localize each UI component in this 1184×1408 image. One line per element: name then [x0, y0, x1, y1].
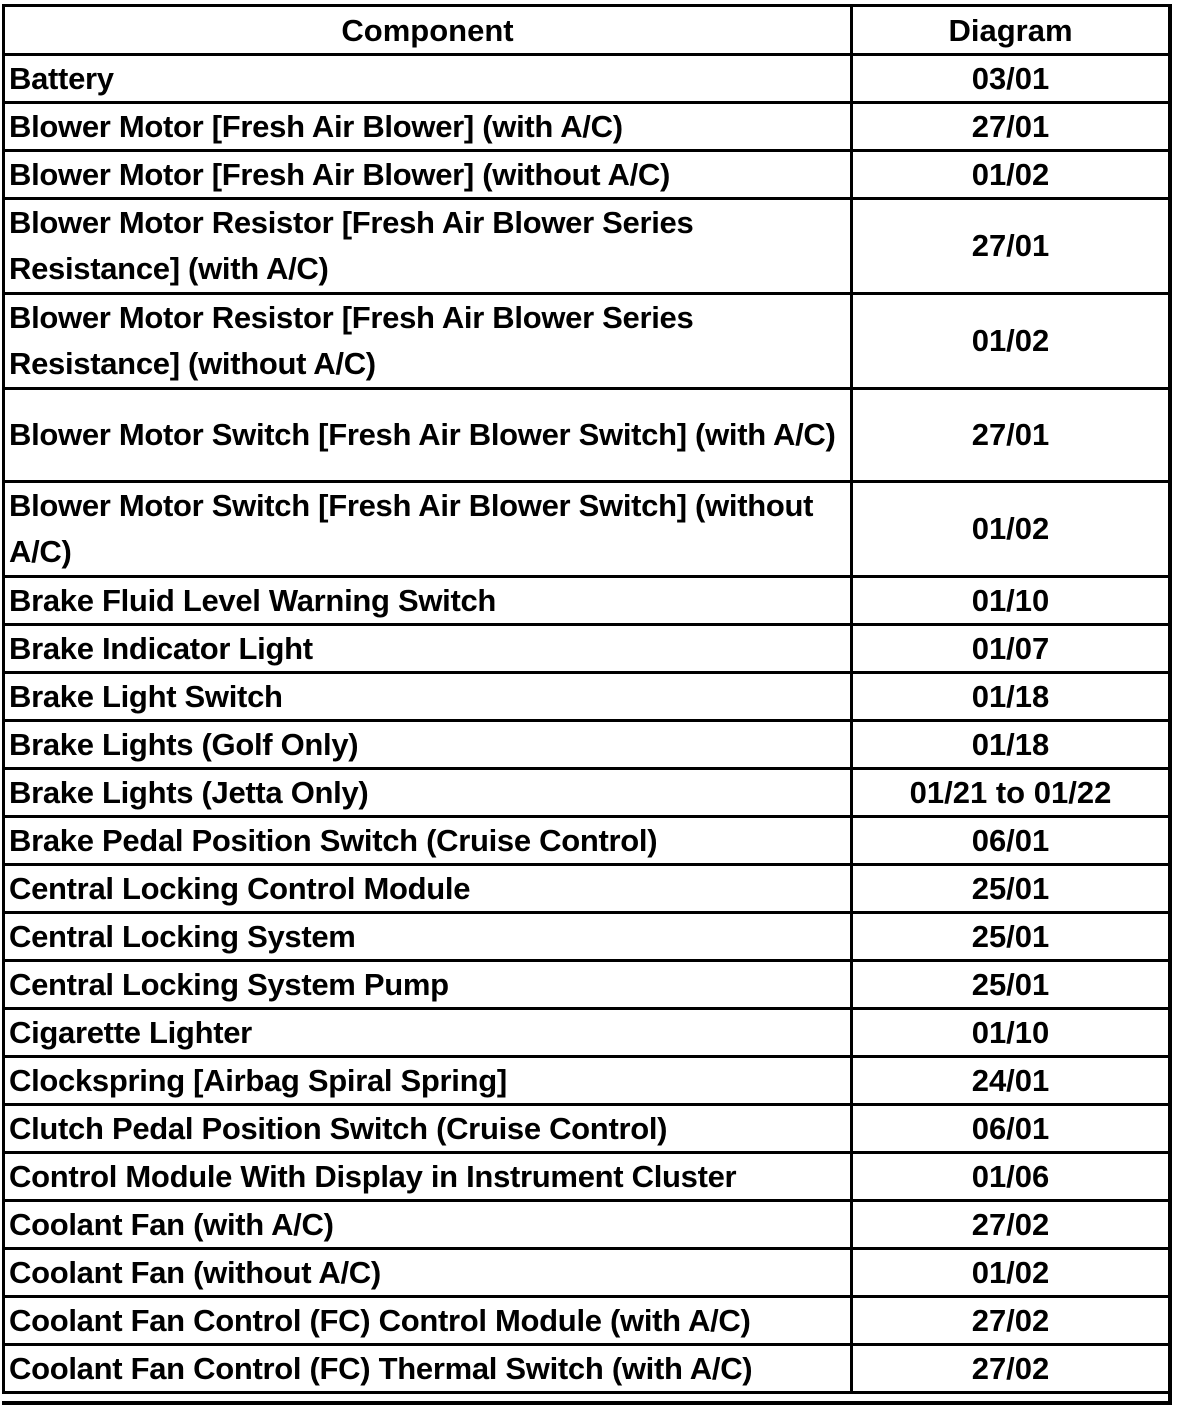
- table-row: [4, 1249, 1170, 1297]
- diagram-cell: 01/18: [852, 721, 1170, 769]
- table-row: [4, 294, 1170, 389]
- table-row: [4, 1297, 1170, 1345]
- component-cell: Blower Motor Resistor [Fresh Air Blower Series Resistance] (with A/C): [4, 199, 852, 294]
- component-cell: Coolant Fan (with A/C): [4, 1201, 852, 1249]
- component-cell: Brake Indicator Light: [4, 625, 852, 673]
- table-row: [4, 389, 1170, 482]
- table-row: [4, 1201, 1170, 1249]
- component-cell: Clutch Pedal Position Switch (Cruise Control): [4, 1105, 852, 1153]
- diagram-cell: 25/01: [852, 913, 1170, 961]
- diagram-cell: 27/01: [852, 103, 1170, 151]
- diagram-cell: 06/01: [852, 817, 1170, 865]
- diagram-cell: 27/01: [852, 199, 1170, 294]
- component-cell: Blower Motor [Fresh Air Blower] (without A/C): [4, 151, 852, 199]
- diagram-cell: 01/18: [852, 673, 1170, 721]
- table-row: [4, 961, 1170, 1009]
- component-cell: Brake Fluid Level Warning Switch: [4, 577, 852, 625]
- table-row: [4, 721, 1170, 769]
- diagram-cell: 01/02: [852, 482, 1170, 577]
- diagram-cell: 25/01: [852, 961, 1170, 1009]
- component-cell: Blower Motor Switch [Fresh Air Blower Switch] (without A/C): [4, 482, 852, 577]
- diagram-cell: 01/02: [852, 151, 1170, 199]
- diagram-cell: 24/01: [852, 1057, 1170, 1105]
- table-row: [4, 103, 1170, 151]
- table-row: [4, 913, 1170, 961]
- table-row: [4, 482, 1170, 577]
- component-cell: Central Locking Control Module: [4, 865, 852, 913]
- component-cell: Clockspring [Airbag Spiral Spring]: [4, 1057, 852, 1105]
- diagram-cell: 03/01: [852, 55, 1170, 103]
- component-cell: Central Locking System Pump: [4, 961, 852, 1009]
- table-row: [4, 1057, 1170, 1105]
- component-cell: Coolant Fan (without A/C): [4, 1249, 852, 1297]
- table-row: [4, 151, 1170, 199]
- header-row: [4, 6, 1170, 55]
- diagram-cell: 01/10: [852, 1009, 1170, 1057]
- table-row: [4, 865, 1170, 913]
- diagram-cell: 01/10: [852, 577, 1170, 625]
- component-diagram-table: [2, 4, 1171, 1394]
- component-cell: Coolant Fan Control (FC) Thermal Switch (with A/C): [4, 1345, 852, 1393]
- diagram-cell: 01/06: [852, 1153, 1170, 1201]
- table-row: [4, 673, 1170, 721]
- component-cell: Brake Light Switch: [4, 673, 852, 721]
- table-body: [4, 55, 1170, 1393]
- component-column-header: Component: [4, 6, 852, 55]
- diagram-column-header: Diagram: [852, 6, 1170, 55]
- component-cell: Cigarette Lighter: [4, 1009, 852, 1057]
- table-row: [4, 1009, 1170, 1057]
- diagram-cell: 27/02: [852, 1201, 1170, 1249]
- component-cell: Brake Lights (Golf Only): [4, 721, 852, 769]
- table-row: [4, 577, 1170, 625]
- table-row: [4, 1345, 1170, 1393]
- component-cell: Blower Motor Resistor [Fresh Air Blower Series Resistance] (without A/C): [4, 294, 852, 389]
- component-cell: Blower Motor [Fresh Air Blower] (with A/C): [4, 103, 852, 151]
- diagram-cell: 06/01: [852, 1105, 1170, 1153]
- diagram-cell: 01/21 to 01/22: [852, 769, 1170, 817]
- component-cell: Brake Pedal Position Switch (Cruise Control): [4, 817, 852, 865]
- component-cell: Battery: [4, 55, 852, 103]
- diagram-cell: 27/01: [852, 389, 1170, 482]
- table-row: [4, 55, 1170, 103]
- table-row: [4, 817, 1170, 865]
- diagram-cell: 01/07: [852, 625, 1170, 673]
- table-row: [4, 625, 1170, 673]
- diagram-cell: 01/02: [852, 1249, 1170, 1297]
- component-cell: Brake Lights (Jetta Only): [4, 769, 852, 817]
- table-row: [4, 769, 1170, 817]
- component-index-sheet: [2, 4, 1172, 1405]
- diagram-cell: 01/02: [852, 294, 1170, 389]
- diagram-cell: 27/02: [852, 1297, 1170, 1345]
- table-row: [4, 1105, 1170, 1153]
- component-cell: Coolant Fan Control (FC) Control Module (with A/C): [4, 1297, 852, 1345]
- table-row: [4, 1153, 1170, 1201]
- diagram-cell: 25/01: [852, 865, 1170, 913]
- component-cell: Control Module With Display in Instrument Cluster: [4, 1153, 852, 1201]
- diagram-cell: 27/02: [852, 1345, 1170, 1393]
- table-row: [4, 199, 1170, 294]
- component-cell: Central Locking System: [4, 913, 852, 961]
- component-cell: Blower Motor Switch [Fresh Air Blower Switch] (with A/C): [4, 389, 852, 482]
